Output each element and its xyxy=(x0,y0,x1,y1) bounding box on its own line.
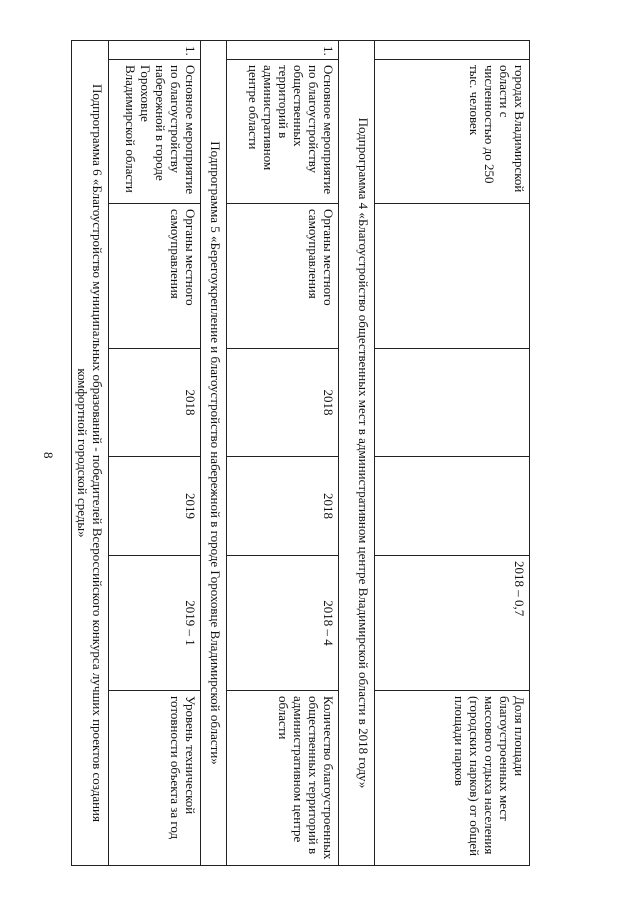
cell-indicator: Доля площади благоустроенных мест массового отдыха населения (городских парков) от общей площади парков xyxy=(375,691,530,866)
cell-start xyxy=(375,349,530,457)
cell-executor xyxy=(375,204,530,349)
rotated-page-content xyxy=(75,40,530,865)
cell-measure: городах Владимирской области с численностью до 250 тыс. человек xyxy=(375,60,530,204)
cell-num: 1. xyxy=(109,41,201,60)
cell-num: 1. xyxy=(227,41,339,60)
cell-executor: Органы местного самоуправления xyxy=(109,204,201,349)
cell-start: 2018 xyxy=(109,349,201,457)
table-row xyxy=(109,41,201,866)
cell-start: 2018 xyxy=(227,349,339,457)
subprogram-heading-row xyxy=(339,41,375,866)
cell-indicator: Количество благоустроенных общественных территорий в административном центре области xyxy=(227,691,339,866)
cell-result: 2018 – 0,7 xyxy=(375,556,530,691)
subprogram-6-heading: Подпрограмма 6 «Благоустройство муниципальных образований - победителей Всероссийского конкурса лучших проектов создания комфортной городской среды» xyxy=(72,41,109,866)
cell-indicator: Уровень технической готовности объекта за год xyxy=(109,691,201,866)
cell-result: 2019 – 1 xyxy=(109,556,201,691)
page-number: 8 xyxy=(41,452,56,459)
subprogram-5-heading: Подпрограмма 5 «Берегоукрепление и благоустройство набережной в городе Гороховце Владимирской области» xyxy=(201,41,227,866)
cell-num xyxy=(375,41,530,60)
cell-measure: Основное мероприятие по благоустройству общественных территорий в административном центре области xyxy=(227,60,339,204)
cell-executor: Органы местного самоуправления xyxy=(227,204,339,349)
table-row-continued xyxy=(375,41,530,866)
subprogram-heading-row xyxy=(201,41,227,866)
cell-result: 2018 – 4 xyxy=(227,556,339,691)
subprogram-4-heading: Подпрограмма 4 «Благоустройство общественных мест в административном центре Владимирской области в 2018 году» xyxy=(339,41,375,866)
cell-end xyxy=(375,457,530,556)
program-table xyxy=(71,40,530,866)
cell-end: 2019 xyxy=(109,457,201,556)
cell-end: 2018 xyxy=(227,457,339,556)
subprogram-heading-row xyxy=(72,41,109,866)
table-row xyxy=(227,41,339,866)
cell-measure: Основное мероприятие по благоустройству набережной в городе Гороховце Владимирской области xyxy=(109,60,201,204)
